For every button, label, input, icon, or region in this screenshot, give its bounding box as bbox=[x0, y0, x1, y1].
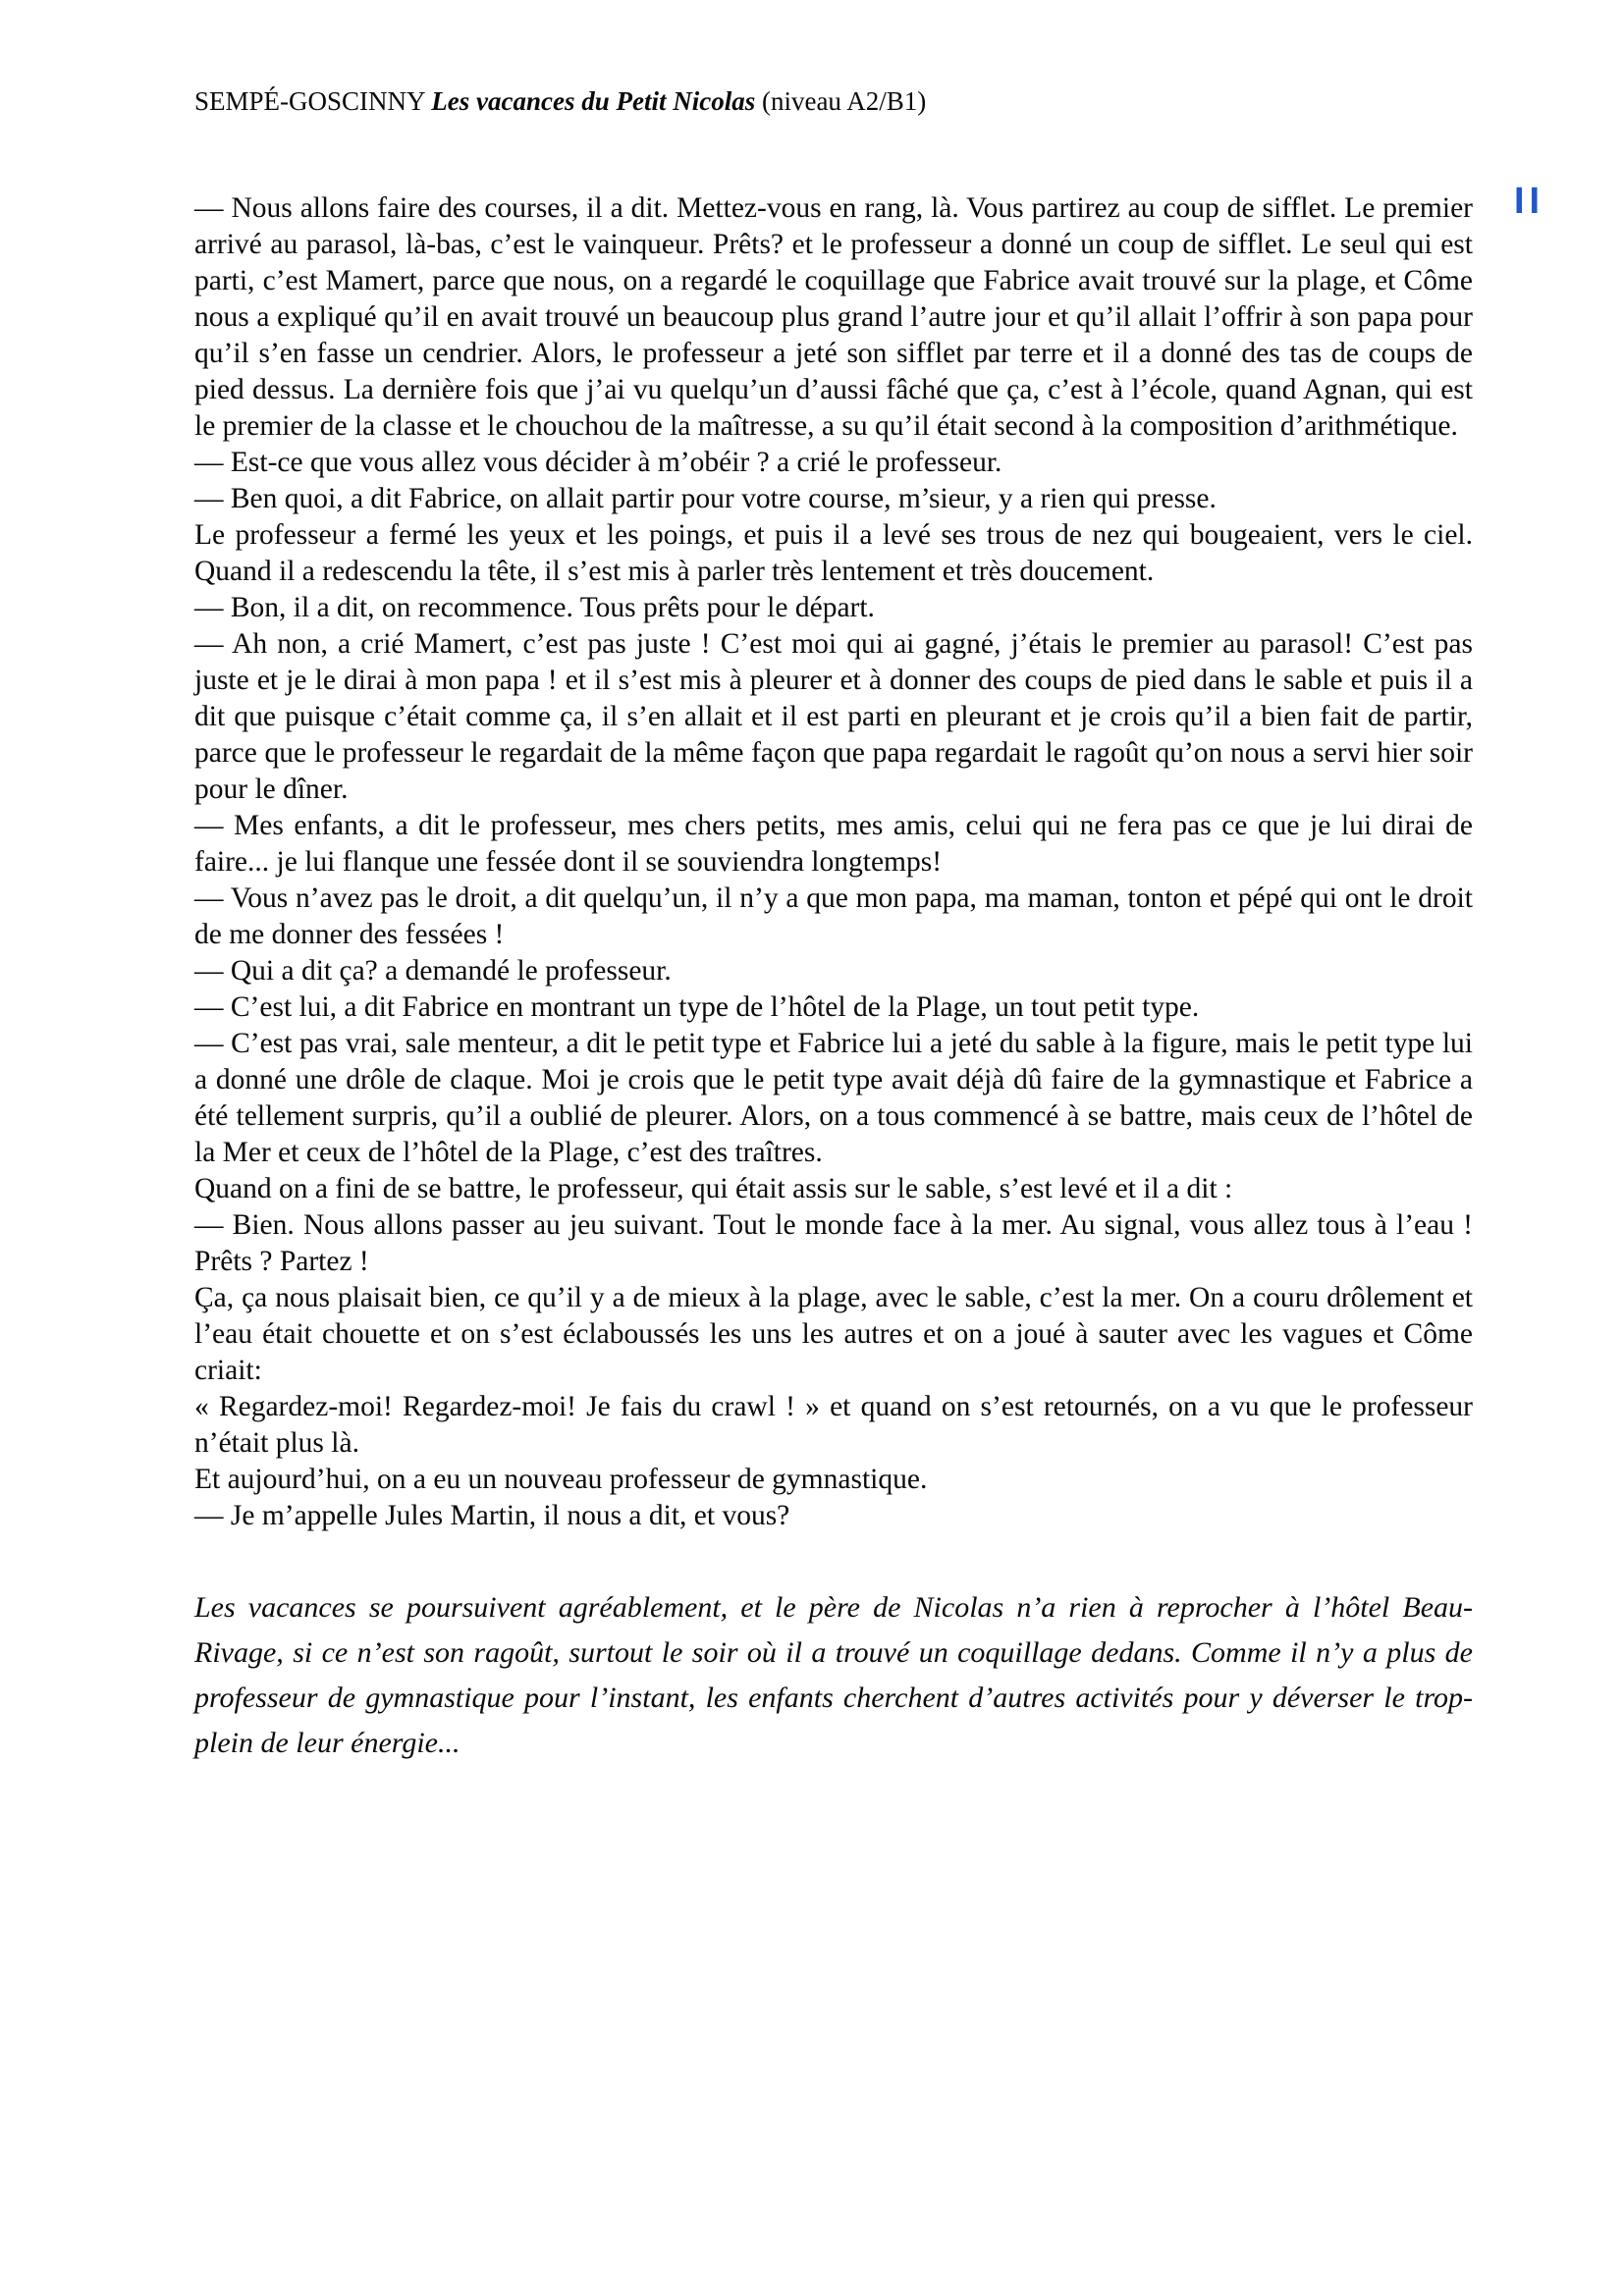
paragraph: — Je m’appelle Jules Martin, il nous a dit, et vous? bbox=[194, 1500, 790, 1531]
paragraph: — C’est lui, a dit Fabrice en montrant un type de l’hôtel de la Plage, un tout petit type. bbox=[194, 991, 1200, 1023]
author-name: SEMPÉ-GOSCINNY bbox=[194, 86, 425, 116]
margin-marker: II bbox=[1514, 181, 1545, 222]
paragraph: — C’est pas vrai, sale menteur, a dit le petit type et Fabrice lui a jeté du sable à la figure, mais le petit type lui a donné une drôle de claque. Moi je crois que le petit type avait déjà dû faire de la gymnastique et Fabrice a été tellement surpris, qu’il a oublié de pleurer. Alors, on a tous commencé à se battre, mais ceux de l’hôtel de la Mer et ceux de l’hôtel de la Plage, c’est des traîtres. bbox=[194, 1028, 1473, 1168]
text-content bbox=[194, 190, 1473, 1766]
paragraph: — Mes enfants, a dit le professeur, mes chers petits, mes amis, celui qui ne fera pas ce que je lui dirai de faire... je lui flanque une fessée dont il se souviendra longtemps! bbox=[194, 810, 1473, 878]
paragraph: — Bon, il a dit, on recommence. Tous prêts pour le départ. bbox=[194, 592, 875, 623]
paragraph: « Regardez-moi! Regardez-moi! Je fais du crawl ! » et quand on s’est retournés, on a vu que le professeur n’était plus là. bbox=[194, 1391, 1473, 1459]
closing-note: Les vacances se poursuivent agréablement, et le père de Nicolas n’a rien à reprocher à l’hôtel Beau-Rivage, si ce n’est son ragoût, surtout le soir où il a trouvé un coquillage dedans. Comme il n’y a plus de professeur de gymnastique pour l’instant, les enfants cherchent d’autres activités pour y déverser le trop-plein de leur énergie... bbox=[194, 1591, 1473, 1759]
paragraph: — Ah non, a crié Mamert, c’est pas juste ! C’est moi qui ai gagné, j’étais le premier au parasol! C’est pas juste et je le dirai à mon papa ! et il s’est mis à pleurer et à donner des coups de pied dans le sable et puis il a dit que puisque c’était comme ça, il s’en allait et il est parti en pleurant et je crois qu’il a bien fait de partir, parce que le professeur le regardait de la même façon que papa regardait le ragoût qu’on nous a servi hier soir pour le dîner. bbox=[194, 628, 1473, 805]
paragraph: — Ben quoi, a dit Fabrice, on allait partir pour votre course, m’sieur, y a rien qui presse. bbox=[194, 483, 1217, 514]
paragraph: Quand on a fini de se battre, le professeur, qui était assis sur le sable, s’est levé et il a dit : bbox=[194, 1173, 1233, 1204]
paragraph: Ça, ça nous plaisait bien, ce qu’il y a de mieux à la plage, avec le sable, c’est la mer. On a couru drôlement et l’eau était chouette et on s’est éclaboussés les uns les autres et on a joué à sauter avec les vagues et Côme criait: bbox=[194, 1282, 1473, 1386]
paragraph: — Vous n’avez pas le droit, a dit quelqu’un, il n’y a que mon papa, ma maman, tonton et pépé qui ont le droit de me donner des fessées ! bbox=[194, 882, 1473, 950]
paragraph: — Est-ce que vous allez vous décider à m’obéir ? a crié le professeur. bbox=[194, 447, 1002, 478]
paragraph: Et aujourd’hui, on a eu un nouveau professeur de gymnastique. bbox=[194, 1464, 928, 1495]
book-title: Les vacances du Petit Nicolas bbox=[431, 86, 756, 116]
level-label: (niveau A2/B1) bbox=[761, 86, 927, 116]
paragraph: — Nous allons faire des courses, il a dit. Mettez-vous en rang, là. Vous partirez au coup de sifflet. Le premier arrivé au parasol, là-bas, c’est le vainqueur. Prêts? et le professeur a donné un coup de sifflet. Le seul qui est parti, c’est Mamert, parce que nous, on a regardé le coquillage que Fabrice avait trouvé sur la plage, et Côme nous a expliqué qu’il en avait trouvé un beaucoup plus grand l’autre jour et qu’il allait l’offrir à son papa pour qu’il s’en fasse un cendrier. Alors, le professeur a jeté son sifflet par terre et il a donné des tas de coups de pied dessus. La dernière fois que j’ai vu quelqu’un d’aussi fâché que ça, c’est à l’école, quand Agnan, qui est le premier de la classe et le chouchou de la maîtresse, a su qu’il était second à la composition d’arithmétique. bbox=[194, 192, 1473, 442]
paragraph: — Bien. Nous allons passer au jeu suivant. Tout le monde face à la mer. Au signal, vous allez tous à l’eau ! Prêts ? Partez ! bbox=[194, 1209, 1473, 1277]
document-header bbox=[194, 86, 926, 117]
paragraph: Le professeur a fermé les yeux et les poings, et puis il a levé ses trous de nez qui bougeaient, vers le ciel. Quand il a redescendu la tête, il s’est mis à parler très lentement et très doucement. bbox=[194, 519, 1473, 587]
paragraph: — Qui a dit ça? a demandé le professeur. bbox=[194, 955, 672, 987]
